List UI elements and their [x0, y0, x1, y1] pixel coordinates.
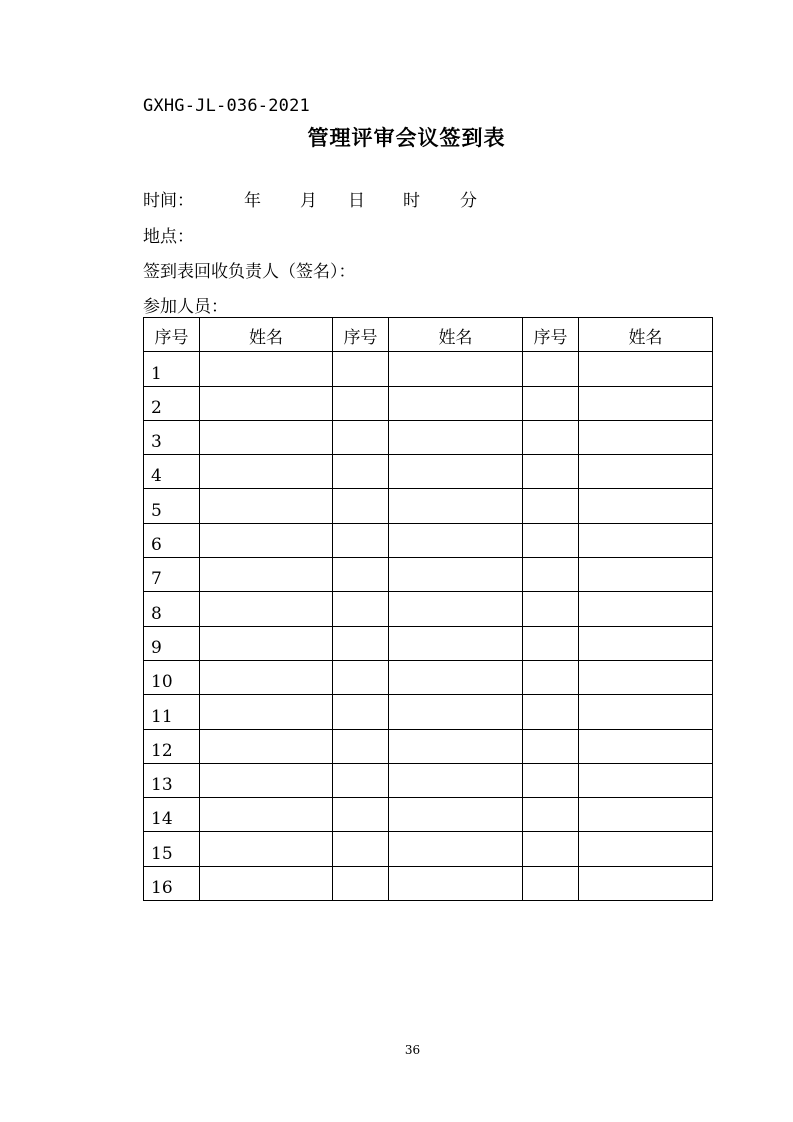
row-number: 13: [144, 763, 200, 797]
name-cell[interactable]: [389, 455, 523, 489]
name-cell[interactable]: [200, 866, 333, 900]
name-cell[interactable]: [579, 866, 713, 900]
responsible-label: 签到表回收负责人（签名）：: [143, 262, 356, 282]
name-cell[interactable]: [579, 523, 713, 557]
document-title: 管理评审会议签到表: [307, 125, 506, 150]
row-number: 12: [144, 729, 200, 763]
name-cell[interactable]: [200, 763, 333, 797]
sign-in-table: [143, 317, 713, 901]
name-cell[interactable]: [579, 729, 713, 763]
name-cell[interactable]: [579, 352, 713, 386]
name-cell[interactable]: [389, 729, 523, 763]
seq-cell[interactable]: [523, 763, 579, 797]
time-line: [143, 186, 477, 211]
name-cell[interactable]: [389, 660, 523, 694]
seq-cell[interactable]: [333, 763, 389, 797]
time-unit-minute: 分: [460, 191, 477, 211]
header-seq-2: 序号: [333, 318, 389, 352]
name-cell[interactable]: [389, 832, 523, 866]
table-row: [144, 660, 713, 694]
header-name-1: 姓名: [200, 318, 333, 352]
seq-cell[interactable]: [523, 592, 579, 626]
seq-cell[interactable]: [523, 626, 579, 660]
seq-cell[interactable]: [333, 420, 389, 454]
seq-cell[interactable]: [333, 489, 389, 523]
seq-cell[interactable]: [523, 729, 579, 763]
header-seq-1: 序号: [144, 318, 200, 352]
name-cell[interactable]: [389, 695, 523, 729]
time-unit-hour: 时: [403, 191, 420, 211]
table-row: [144, 420, 713, 454]
time-unit-year: 年: [244, 191, 261, 211]
name-cell[interactable]: [579, 489, 713, 523]
name-cell[interactable]: [389, 386, 523, 420]
name-cell[interactable]: [389, 558, 523, 592]
row-number: 15: [144, 832, 200, 866]
name-cell[interactable]: [579, 386, 713, 420]
name-cell[interactable]: [200, 695, 333, 729]
table-row: [144, 352, 713, 386]
name-cell[interactable]: [200, 660, 333, 694]
row-number: 9: [144, 626, 200, 660]
row-number: 1: [144, 352, 200, 386]
seq-cell[interactable]: [333, 523, 389, 557]
seq-cell[interactable]: [523, 523, 579, 557]
seq-cell[interactable]: [523, 798, 579, 832]
page-number: 36: [404, 1043, 421, 1057]
row-number: 8: [144, 592, 200, 626]
name-cell[interactable]: [579, 420, 713, 454]
document-code: GXHG-JL-036-2021: [143, 96, 310, 116]
time-unit-day: 日: [348, 191, 365, 211]
row-number: 10: [144, 660, 200, 694]
seq-cell[interactable]: [523, 660, 579, 694]
seq-cell[interactable]: [333, 455, 389, 489]
row-number: 5: [144, 489, 200, 523]
row-number: 6: [144, 523, 200, 557]
row-number: 7: [144, 558, 200, 592]
name-cell[interactable]: [200, 489, 333, 523]
name-cell[interactable]: [200, 626, 333, 660]
name-cell[interactable]: [200, 558, 333, 592]
name-cell[interactable]: [579, 455, 713, 489]
place-label: 地点：: [143, 227, 194, 247]
seq-cell[interactable]: [333, 352, 389, 386]
seq-cell[interactable]: [333, 798, 389, 832]
name-cell[interactable]: [389, 592, 523, 626]
name-cell[interactable]: [579, 695, 713, 729]
table-row: [144, 558, 713, 592]
seq-cell[interactable]: [333, 729, 389, 763]
name-cell[interactable]: [389, 489, 523, 523]
seq-cell[interactable]: [523, 455, 579, 489]
name-cell[interactable]: [389, 523, 523, 557]
row-number: 16: [144, 866, 200, 900]
seq-cell[interactable]: [333, 592, 389, 626]
name-cell[interactable]: [200, 420, 333, 454]
name-cell[interactable]: [200, 592, 333, 626]
seq-cell[interactable]: [333, 866, 389, 900]
table-row: [144, 866, 713, 900]
name-cell[interactable]: [200, 455, 333, 489]
seq-cell[interactable]: [523, 695, 579, 729]
time-unit-month: 月: [300, 191, 317, 211]
table-row: [144, 832, 713, 866]
seq-cell[interactable]: [333, 832, 389, 866]
seq-cell[interactable]: [333, 558, 389, 592]
seq-cell[interactable]: [523, 832, 579, 866]
header-name-2: 姓名: [389, 318, 523, 352]
table-row: [144, 489, 713, 523]
table-row: [144, 798, 713, 832]
table-header-row: [144, 318, 713, 352]
seq-cell[interactable]: [333, 695, 389, 729]
row-number: 2: [144, 386, 200, 420]
name-cell[interactable]: [579, 763, 713, 797]
name-cell[interactable]: [389, 626, 523, 660]
seq-cell[interactable]: [333, 386, 389, 420]
name-cell[interactable]: [389, 798, 523, 832]
table-row: [144, 763, 713, 797]
name-cell[interactable]: [200, 729, 333, 763]
table-row: [144, 455, 713, 489]
name-cell[interactable]: [200, 523, 333, 557]
table-row: [144, 592, 713, 626]
name-cell[interactable]: [579, 626, 713, 660]
name-cell[interactable]: [579, 558, 713, 592]
table-row: [144, 523, 713, 557]
seq-cell[interactable]: [523, 386, 579, 420]
name-cell[interactable]: [200, 352, 333, 386]
name-cell[interactable]: [579, 832, 713, 866]
table-body: [144, 352, 713, 901]
seq-cell[interactable]: [333, 660, 389, 694]
row-number: 14: [144, 798, 200, 832]
header-name-3: 姓名: [579, 318, 713, 352]
table-row: [144, 695, 713, 729]
row-number: 11: [144, 695, 200, 729]
row-number: 3: [144, 420, 200, 454]
name-cell[interactable]: [200, 798, 333, 832]
seq-cell[interactable]: [523, 352, 579, 386]
seq-cell[interactable]: [523, 558, 579, 592]
time-label: 时间：: [143, 191, 194, 211]
attendees-label: 参加人员：: [143, 297, 228, 317]
seq-cell[interactable]: [333, 626, 389, 660]
table-row: [144, 386, 713, 420]
name-cell[interactable]: [579, 798, 713, 832]
name-cell[interactable]: [389, 352, 523, 386]
seq-cell[interactable]: [523, 420, 579, 454]
name-cell[interactable]: [200, 832, 333, 866]
name-cell[interactable]: [389, 763, 523, 797]
name-cell[interactable]: [579, 660, 713, 694]
name-cell[interactable]: [389, 866, 523, 900]
table-row: [144, 729, 713, 763]
name-cell[interactable]: [389, 420, 523, 454]
name-cell[interactable]: [579, 592, 713, 626]
name-cell[interactable]: [200, 386, 333, 420]
header-seq-3: 序号: [523, 318, 579, 352]
seq-cell[interactable]: [523, 866, 579, 900]
table-row: [144, 626, 713, 660]
row-number: 4: [144, 455, 200, 489]
seq-cell[interactable]: [523, 489, 579, 523]
